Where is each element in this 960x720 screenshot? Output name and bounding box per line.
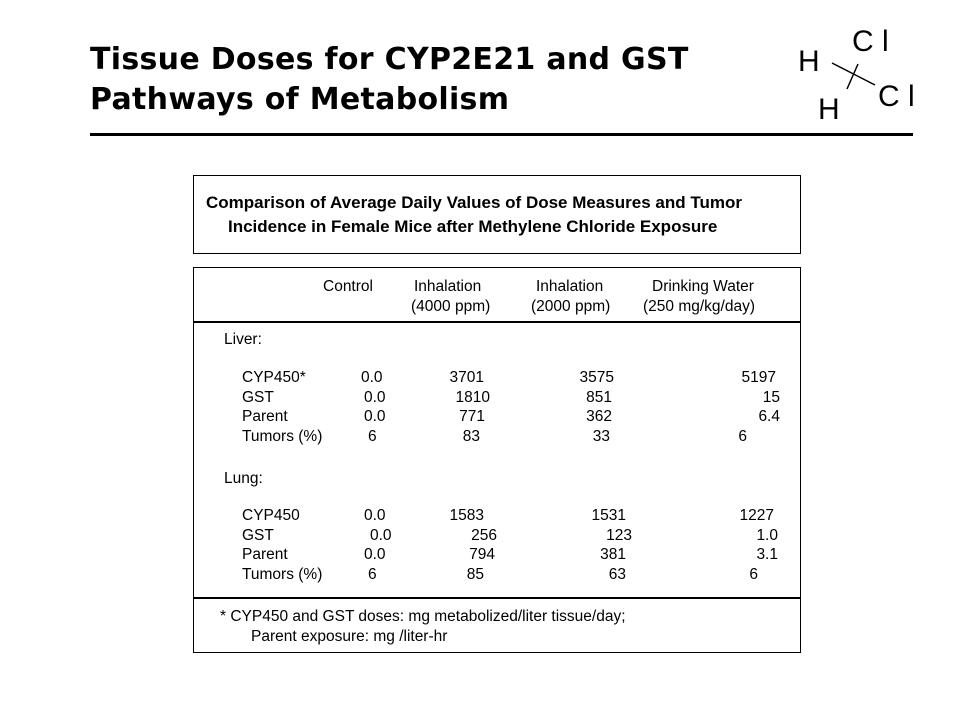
row-label: Tumors (%) — [242, 428, 323, 445]
row-label: Tumors (%) — [242, 566, 323, 583]
header-inhalation-4000-dose: (4000 ppm) — [411, 298, 491, 315]
header-inhalation-4000: Inhalation — [414, 278, 482, 295]
slide-title-line2: Pathways of Metabolism — [90, 82, 510, 117]
atom-cl-top: C l — [852, 25, 889, 58]
caption-line2: Incidence in Female Mice after Methylene Chloride Exposure — [228, 217, 718, 236]
cell-control: 0.0 — [370, 527, 392, 544]
row-label: GST — [242, 527, 274, 544]
cell-inhalation-4000: 794 — [469, 546, 495, 563]
atom-h-top: H — [798, 45, 820, 78]
atom-h-bottom: H — [818, 93, 840, 126]
cell-control: 6 — [368, 566, 377, 583]
table-caption-box — [193, 175, 801, 254]
cell-drinking-water: 1.0 — [756, 527, 778, 544]
cell-inhalation-4000: 3701 — [449, 369, 484, 386]
cell-inhalation-2000: 3575 — [579, 369, 614, 386]
cell-control: 0.0 — [364, 408, 386, 425]
header-control: Control — [323, 278, 373, 295]
cell-drinking-water: 5197 — [741, 369, 776, 386]
caption-line1: Comparison of Average Daily Values of Dose Measures and Tumor — [206, 193, 742, 212]
row-label: CYP450* — [242, 369, 306, 386]
cell-drinking-water: 1227 — [739, 507, 774, 524]
cell-inhalation-4000: 1810 — [455, 389, 490, 406]
row-label: CYP450 — [242, 507, 300, 524]
row-label: GST — [242, 389, 274, 406]
cell-inhalation-2000: 381 — [600, 546, 626, 563]
methylene-chloride-structure-icon — [780, 15, 960, 135]
footnote-divider — [194, 597, 800, 599]
footnote-line1: * CYP450 and GST doses: mg metabolized/liter tissue/day; — [220, 608, 626, 625]
cell-inhalation-2000: 33 — [592, 428, 610, 445]
cell-inhalation-4000: 1583 — [449, 507, 484, 524]
cell-inhalation-4000: 85 — [466, 566, 484, 583]
cell-inhalation-2000: 63 — [608, 566, 626, 583]
section-liver: Liver: — [224, 331, 262, 348]
cell-inhalation-2000: 1531 — [591, 507, 626, 524]
cell-drinking-water: 6 — [738, 428, 747, 445]
cell-control: 0.0 — [364, 389, 386, 406]
table-caption — [206, 191, 742, 239]
cell-control: 0.0 — [364, 507, 386, 524]
title-underline — [90, 133, 913, 136]
cell-control: 6 — [368, 428, 377, 445]
cell-drinking-water: 6 — [749, 566, 758, 583]
cell-inhalation-2000: 123 — [606, 527, 632, 544]
cell-inhalation-4000: 771 — [459, 408, 485, 425]
section-lung: Lung: — [224, 470, 263, 487]
cell-inhalation-2000: 851 — [586, 389, 612, 406]
header-drinking-water-dose: (250 mg/kg/day) — [643, 298, 755, 315]
footnote-line2: Parent exposure: mg /liter-hr — [251, 628, 448, 645]
cell-inhalation-4000: 256 — [471, 527, 497, 544]
dose-table — [193, 267, 801, 653]
header-divider — [194, 321, 800, 323]
cell-control: 0.0 — [364, 546, 386, 563]
slide-title-line1: Tissue Doses for CYP2E21 and GST — [90, 42, 689, 77]
row-label: Parent — [242, 408, 288, 425]
slide-title — [90, 40, 689, 120]
cell-drinking-water: 6.4 — [758, 408, 780, 425]
cell-inhalation-2000: 362 — [586, 408, 612, 425]
bond-line — [847, 64, 858, 89]
cell-inhalation-4000: 83 — [462, 428, 480, 445]
cell-drinking-water: 15 — [762, 389, 780, 406]
atom-cl-bottom: C l — [878, 80, 915, 113]
cell-control: 0.0 — [361, 369, 383, 386]
header-drinking-water: Drinking Water — [652, 278, 754, 295]
row-label: Parent — [242, 546, 288, 563]
cell-drinking-water: 3.1 — [756, 546, 778, 563]
header-inhalation-2000-dose: (2000 ppm) — [531, 298, 611, 315]
header-inhalation-2000: Inhalation — [536, 278, 604, 295]
